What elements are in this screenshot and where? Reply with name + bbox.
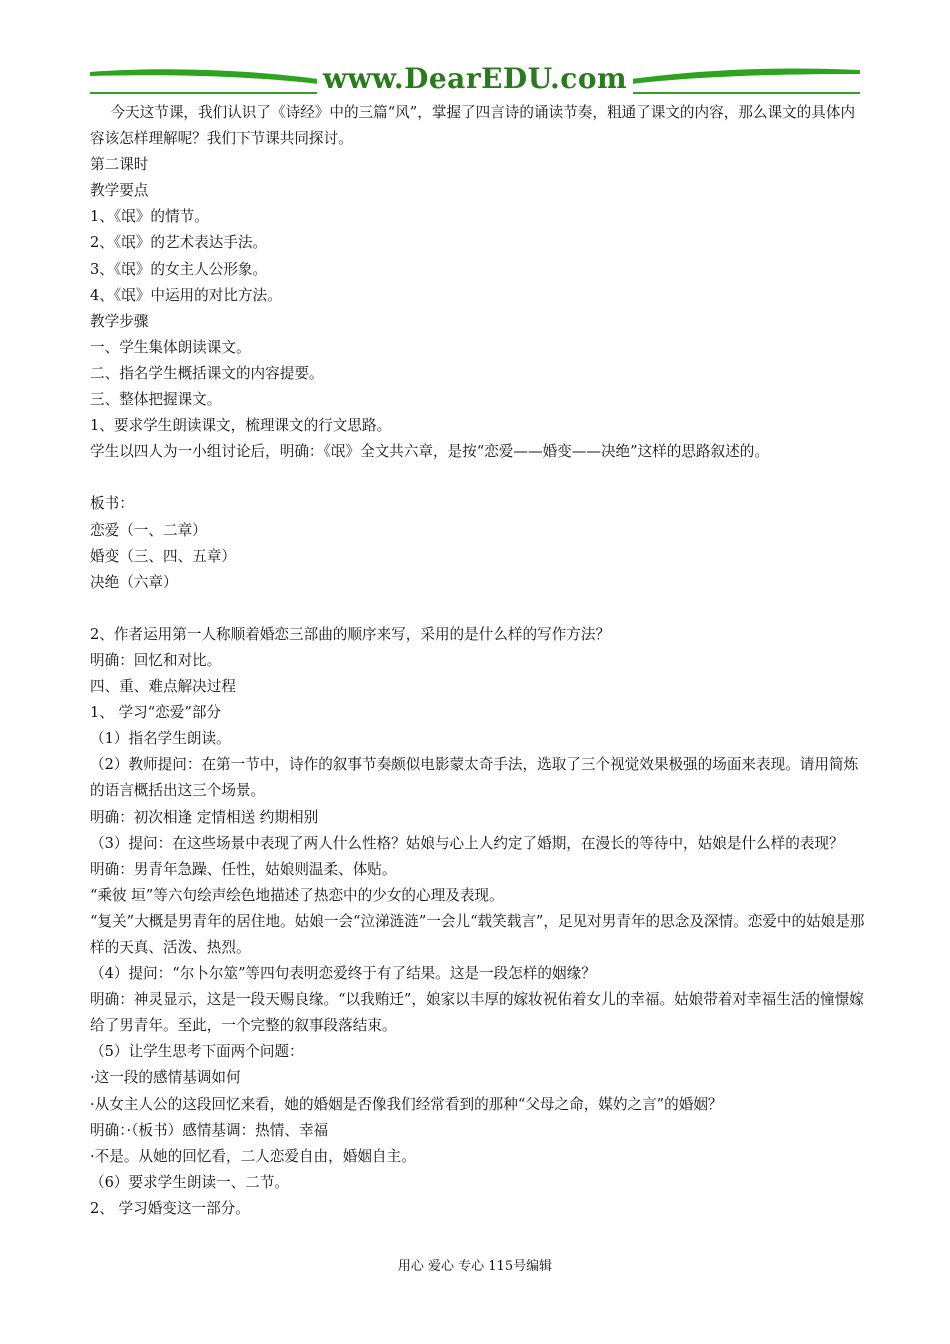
text-line: 婚变（三、四、五章） — [90, 547, 236, 565]
text-line: 三、整体把握课文。 — [90, 391, 222, 409]
text-line: 2、《氓》的艺术表达手法。 — [90, 234, 268, 252]
text-line: 明确：神灵显示，这是一段天赐良缘。“以我贿迁”，娘家以丰厚的嫁妆祝佑着女儿的幸福。姑娘带着对幸福生活的憧憬嫁给了男青年。至此，一个完整的叙事段落结束。 — [90, 991, 864, 1035]
text-line: （5）让学生思考下面两个问题： — [90, 1043, 304, 1061]
site-header-banner — [90, 62, 860, 96]
text-line: 二、指名学生概括课文的内容提要。 — [90, 364, 324, 382]
document-body — [90, 100, 865, 1222]
text-line: 学生以四人为一小组讨论后，明确：《氓》全文共六章，是按“恋爱——婚变——决绝”这样的思路叙述的。 — [90, 443, 769, 461]
text-line: （6）要求学生朗读一、二节。 — [90, 1173, 290, 1191]
text-line: （2）教师提问：在第一节中，诗作的叙事节奏颇似电影蒙太奇手法，选取了三个视觉效果极强的场面来表现。请用简炼的语言概括出这三个场景。 — [90, 756, 859, 800]
text-line: 恋爱（一、二章） — [90, 521, 207, 539]
site-logo: www.DearEDU.com — [90, 62, 860, 96]
text-line: 1、 学习“恋爱”部分 — [90, 704, 222, 722]
text-line: 1、《氓》的情节。 — [90, 208, 209, 226]
text-line: 明确：·（板书）感情基调：热情、幸福 — [90, 1121, 329, 1139]
blank-line — [90, 465, 865, 491]
text-line: 板书： — [90, 495, 134, 513]
blank-line — [90, 596, 865, 622]
text-line: ·从女主人公的这段回忆来看，她的婚姻是否像我们经常看到的那种“父母之命，媒妁之言”的婚姻？ — [90, 1095, 723, 1113]
text-line: 2、作者运用第一人称顺着婚恋三部曲的顺序来写，采用的是什么样的写作方法？ — [90, 625, 611, 643]
text-line: （1）指名学生朗读。 — [90, 730, 231, 748]
text-line: （4）提问：“尔卜尔筮”等四句表明恋爱终于有了结果。这是一段怎样的姻缘？ — [90, 965, 596, 983]
text-line: “乘彼 垣”等六句绘声绘色地描述了热恋中的少女的心理及表现。 — [90, 886, 504, 904]
text-line: 一、学生集体朗读课文。 — [90, 338, 251, 356]
section-heading: 四、重、难点解决过程 — [90, 678, 236, 696]
text-line: 1、要求学生朗读课文，梳理课文的行文思路。 — [90, 417, 392, 435]
text-line: “复关”大概是男青年的居住地。姑娘一会“泣涕涟涟”一会儿“载笑载言”，足见对男青年的思念及深情。恋爱中的姑娘是那样的天真、活泼、热烈。 — [90, 912, 865, 956]
section-heading: 教学步骤 — [90, 312, 149, 330]
text-line: 明确：男青年急躁、任性，姑娘则温柔、体贴。 — [90, 860, 397, 878]
text-line: 决绝（六章） — [90, 573, 178, 591]
text-line: （3）提问：在这些场景中表现了两人什么性格？姑娘与心上人约定了婚期，在漫长的等待中，姑娘是什么样的表现？ — [90, 834, 844, 852]
text-line: 明确：回忆和对比。 — [90, 651, 222, 669]
text-line: 4、《氓》中运用的对比方法。 — [90, 286, 282, 304]
text-line: ·这一段的感情基调如何 — [90, 1069, 241, 1087]
intro-paragraph: 今天这节课，我们认识了《诗经》中的三篇“风”，掌握了四言诗的诵读节奏，粗通了课文的内容，那么课文的具体内容该怎样理解呢？我们下节课共同探讨。 — [90, 104, 856, 148]
text-line: 3、《氓》的女主人公形象。 — [90, 260, 268, 278]
text-line: 2、 学习婚变这一部分。 — [90, 1199, 250, 1217]
text-line: 明确：初次相逢 定情相送 约期相别 — [90, 808, 319, 826]
text-line: ·不是。从她的回忆看，二人恋爱自由，婚姻自主。 — [90, 1147, 416, 1165]
page-footer: 用心 爱心 专心 115号编辑 — [397, 1259, 553, 1274]
section-heading: 教学要点 — [90, 182, 149, 200]
section-heading: 第二课时 — [90, 156, 149, 174]
